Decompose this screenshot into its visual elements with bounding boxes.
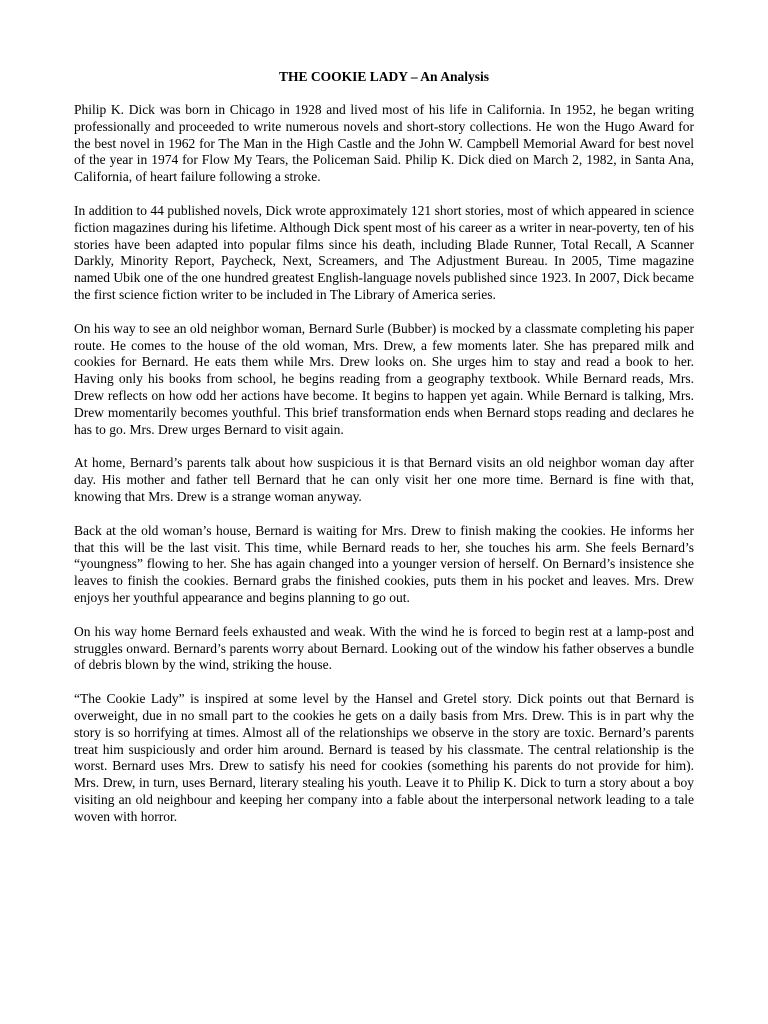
paragraph-way-home: On his way home Bernard feels exhausted and weak. With the wind he is forced to begin rest at a lamp-post and struggles onward. Bernard’s parents worry about Bernard. Looking out of the window his father observes a bundle of debris blown by the wind, striking the house.	[74, 623, 694, 673]
paragraph-last-visit: Back at the old woman’s house, Bernard is waiting for Mrs. Drew to finish making the cookies. He informs her that this will be the last visit. This time, while Bernard reads to her, she touches his arm. She feels Bernard’s “youngness” flowing to her. She has again changed into a younger version of herself. On Bernard’s insistence she leaves to finish the cookies. Bernard grabs the finished cookies, puts them in his pocket and leaves. Mrs. Drew enjoys her youthful appearance and begins planning to go out.	[74, 522, 694, 605]
document-title: THE COOKIE LADY – An Analysis	[279, 69, 489, 84]
document-page	[74, 68, 694, 842]
paragraph-biography: Philip K. Dick was born in Chicago in 1928 and lived most of his life in California. In 1952, he began writing professionally and proceeded to write numerous novels and short-story collections. He won the Hugo Award for the best novel in 1962 for The Man in the High Castle and the John W. Campbell Memorial Award for best novel of the year in 1974 for Flow My Tears, the Policeman Said. Philip K. Dick died on March 2, 1982, in Santa Ana, California, of heart failure following a stroke.	[74, 102, 694, 185]
paragraph-first-visit: On his way to see an old neighbor woman, Bernard Surle (Bubber) is mocked by a classmate completing his paper route. He comes to the house of the old woman, Mrs. Drew, a few moments later. She has prepared milk and cookies for Bernard. He eats them while Mrs. Drew looks on. She urges him to stay and read a book to her. Having only his books from school, he begins reading from a geography textbook. While Bernard reads, Mrs. Drew reflects on how odd her actions have become. It begins to happen yet again. While Bernard is talking, Mrs. Drew momentarily becomes youthful. This brief transformation ends when Bernard stops reading and declares he has to go. Mrs. Drew urges Bernard to visit again.	[74, 320, 694, 437]
paragraph-analysis: “The Cookie Lady” is inspired at some level by the Hansel and Gretel story. Dick points out that Bernard is overweight, due in no small part to the cookies he gets on a daily basis from Mrs. Drew. This is in part why the story is so horrifying at times. Almost all of the relationships we observe in the story are toxic. Bernard’s parents treat him suspiciously and order him around. Bernard is teased by his classmate. The central relationship is the worst. Bernard uses Mrs. Drew to satisfy his need for cookies (something his parents do not provide for him). Mrs. Drew, in turn, uses Bernard, literary stealing his youth. Leave it to Philip K. Dick to turn a story about a boy visiting an old neighbour and keeping her company into a fable about the interpersonal network leading to a tale woven with horror.	[74, 691, 694, 824]
paragraph-parents: At home, Bernard’s parents talk about how suspicious it is that Bernard visits an old neighbor woman day after day. His mother and father tell Bernard that he can only visit her one more time. Bernard is fine with that, knowing that Mrs. Drew is a strange woman anyway.	[74, 455, 694, 504]
paragraph-works: In addition to 44 published novels, Dick wrote approximately 121 short stories, most of which appeared in science fiction magazines during his lifetime. Although Dick spent most of his career as a writer in near-poverty, ten of his stories have been adapted into popular films since his death, including Blade Runner, Total Recall, A Scanner Darkly, Minority Report, Paycheck, Next, Screamers, and The Adjustment Bureau. In 2005, Time magazine named Ubik one of the one hundred greatest English-language novels published since 1923. In 2007, Dick became the first science fiction writer to be included in The Library of America series.	[74, 202, 694, 302]
